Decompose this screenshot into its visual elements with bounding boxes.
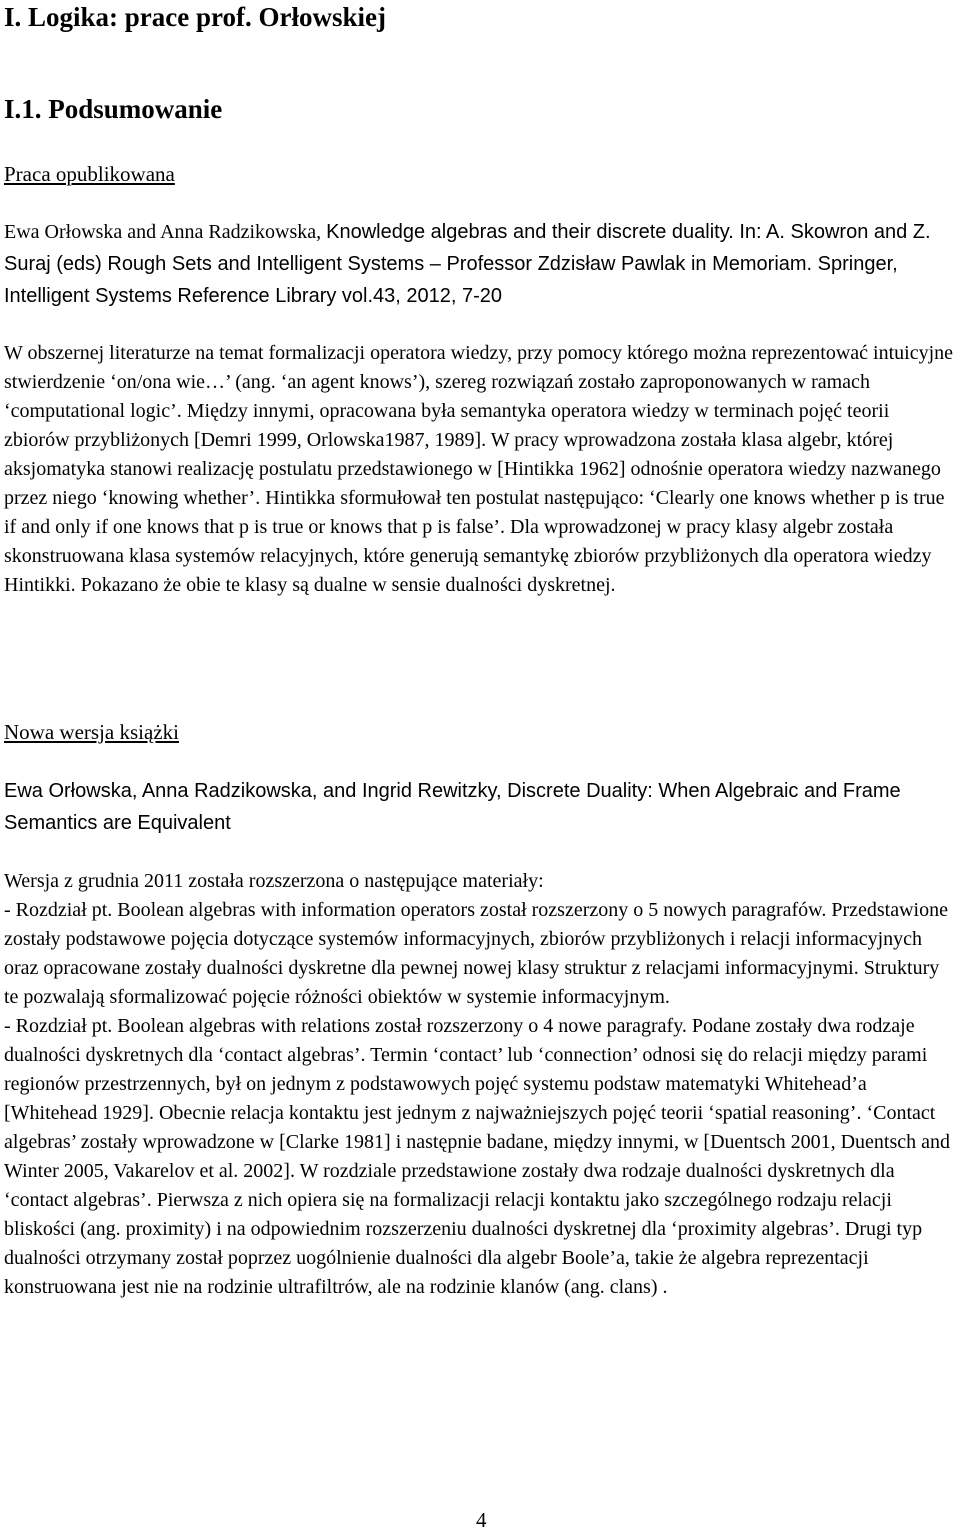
heading-main: I. Logika: prace prof. Orłowskiej	[4, 2, 386, 32]
book-item-2: - Rozdział pt. Boolean algebras with relations został rozszerzony o 4 nowe paragrafy. Podane zostały dwa rodzaje dualności dyskretnych dla ‘contact algebras’. Termin ‘contact’ lub ‘connection’ odnosi się do relacji między parami regionów przestrzennych, był on jednym z podstawowych pojęć systemu podstaw matematyki Whitehead’a [Whitehead 1929]. Obecnie relacja kontaktu jest jednym z najważniejszych pojęć teorii ‘spatial reasoning’. ‘Contact algebras’ zostały wprowadzone w [Clarke 1981] i następnie badane, między innymi, w [Duentsch 2001, Duentsch and Winter 2005, Vakarelov et al. 2002]. W rozdziale przedstawione zostały dwa rodzaje dualności dyskretnych dla ‘contact algebras’. Pierwsza z nich opiera się na formalizacji relacji kontaktu jako szczególnego rodzaju relacji bliskości (ang. proximity) i na odpowiednim rozszerzeniu dualności dyskretnej dla ‘proximity algebras’. Drugi typ dualności otrzymany został poprzez uogólnienie dualności dla algebr Boole’a, takie że algebra reprezentacji konstruowana jest nie na rodzinie ultrafiltrów, ale na rodzinie klanów (ang. clans) .	[4, 1015, 951, 1298]
book-description	[4, 867, 956, 1302]
heading-summary: I.1. Podsumowanie	[4, 94, 223, 124]
published-label: Praca opublikowana	[4, 162, 175, 186]
page-number: 4	[476, 1508, 487, 1532]
book-item-1: - Rozdział pt. Boolean algebras with information operators został rozszerzony o 5 nowych paragrafów. Przedstawione zostały podstawowe pojęcia dotyczące systemów informacyjnych, zbiorów przybliżonych i relacji informacyjnych oraz opracowane zostały dualności dyskretne dla pewnej nowej klasy struktur z relacjami informacyjnymi. Struktury te pozwalają sformalizować pojęcie różności obiektów w systemie informacyjnym.	[4, 899, 948, 1008]
book-reference: Ewa Orłowska, Anna Radzikowska, and Ingrid Rewitzky, Discrete Duality: When Algebraic and Frame Semantics are Equivalent	[4, 780, 901, 834]
published-reference-authors: Ewa Orłowska and Anna Radzikowska,	[4, 221, 327, 243]
published-reference	[4, 216, 956, 312]
published-summary-text: W obszernej literaturze na temat formalizacji operatora wiedzy, przy pomocy którego można reprezentować intuicyjne stwierdzenie ‘on/ona wie…’ (ang. ‘an agent knows’), szereg rozwiązań zostało zaproponowanych w ramach ‘computational logic’. Między innymi, opracowana była semantyka operatora wiedzy w terminach pojęć teorii zbiorów przybliżonych [Demri 1999, Orlowska1987, 1989]. W pracy wprowadzona została klasa algebr, której aksjomatyka stanowi realizację postulatu przedstawionego w [Hintikka 1962] odnośnie operatora wiedzy nazwanego przez niego ‘knowing whether’. Hintikka sformułował ten postulat następująco: ‘Clearly one knows whether p is true if and only if one knows that p is true or knows that p is false’. Dla wprowadzonej w pracy klasy algebr została skonstruowana klasa systemów relacyjnych, które generują semantykę zbiorów przybliżonych dla operatora wiedzy Hintikki. Pokazano że obie te klasy są dualne w sensie dualności dyskretnej.	[4, 342, 954, 596]
published-summary	[4, 339, 956, 600]
book-intro: Wersja z grudnia 2011 została rozszerzona o następujące materiały:	[4, 870, 544, 892]
published-reference-title: Knowledge algebras and their discrete duality. In: A. Skowron and Z. Suraj (eds) Rough Sets and Intelligent Systems – Professor Zdzisław Pawlak in Memoriam. Springer, Intelligent Systems Reference Library vol.43, 2012, 7-20	[4, 221, 931, 307]
book-label: Nowa wersja książki	[4, 720, 179, 744]
